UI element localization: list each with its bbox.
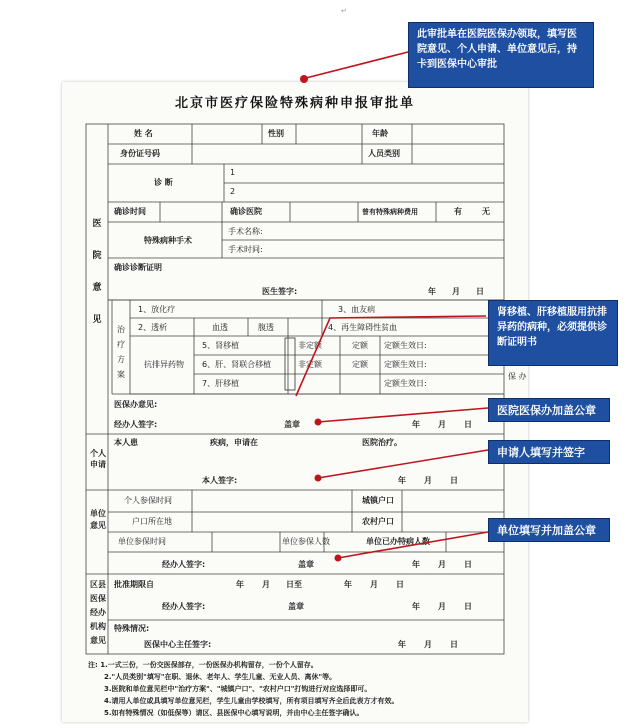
district-date-month: 月: [438, 602, 446, 611]
quota-2: 定额: [352, 360, 368, 369]
date-year: 年: [428, 287, 436, 296]
callout-unit-seal: 单位填写并加盖公章: [488, 518, 610, 542]
personal-date-month: 月: [424, 476, 432, 485]
quota-start-2: 定额生效日:: [384, 360, 427, 369]
callout-instructions: 此审批单在医院医保办领取，填写医院意见、个人申请、单位意见后，持卡到医保中心审批: [408, 22, 594, 88]
side-label-hospital: 医 院 意 见: [92, 219, 102, 325]
item-liver: 7、肝移植: [202, 379, 240, 388]
period-year-2: 年: [344, 580, 352, 589]
surgery-name-label: 手术名称:: [228, 227, 263, 236]
name-label: 姓 名: [134, 129, 153, 138]
quota-1: 定额: [352, 341, 368, 350]
side-label-personal: 个人申请: [90, 449, 106, 469]
callout-hospital-seal: 医院医保办加盖公章: [488, 398, 610, 422]
item-hemophilia: 3、血友病: [338, 305, 376, 314]
note-2: 2."人员类别"填写"在职、退休、老年人、学生儿童、无业人员、离休"等。: [104, 673, 337, 681]
age-label: 年龄: [372, 129, 388, 138]
hosp-date-year: 年: [412, 420, 420, 429]
period-to: 日至: [286, 580, 302, 589]
unit-date-month: 月: [438, 560, 446, 569]
urban-hukou-label: 城镇户口: [362, 496, 394, 505]
district-seal-label: 盖章: [288, 602, 304, 611]
district-date-year: 年: [412, 602, 420, 611]
residence-label: 户口所在地: [132, 517, 172, 526]
side-label-district: 区县 医保 经办 机构 意见: [90, 580, 106, 645]
diagnosis-label: 诊 断: [154, 178, 173, 187]
hosp-date-day: 日: [464, 420, 472, 429]
director-date-day: 日: [450, 640, 458, 649]
district-handler-sign-label: 经办人签字:: [162, 602, 206, 611]
surgery-time-label: 手术时间:: [228, 245, 263, 254]
date-day: 日: [476, 287, 484, 296]
diagnosis-time-label: 确诊时间: [114, 207, 146, 216]
item-liver-kidney: 6、肝、肾联合移植: [202, 360, 272, 369]
personal-sign-label: 本人签字:: [202, 476, 238, 485]
hosp-seal-label: 盖章: [284, 420, 300, 429]
item-peritoneal: 腹透: [258, 323, 274, 332]
unit-handler-sign-label: 经办人签字:: [162, 560, 206, 569]
personal-treat: 医院治疗。: [362, 438, 402, 447]
personal-disease: 疾病，申请在: [210, 438, 258, 447]
unit-special-count-label: 单位已办特病人数: [366, 537, 430, 546]
id-number-label: 身份证号码: [120, 149, 160, 158]
hosp-date-month: 月: [438, 420, 446, 429]
director-date-year: 年: [398, 640, 406, 649]
non-quota-2: 非定额: [298, 360, 322, 369]
option-yes: 有: [454, 207, 462, 216]
period-day-2: 日: [396, 580, 404, 589]
non-quota-1: 非定额: [298, 341, 322, 350]
date-month: 月: [452, 287, 460, 296]
item-dialysis: 2、透析: [138, 323, 168, 332]
insurance-office-opinion-label: 医保办意见:: [114, 400, 158, 409]
personal-line-1: 本人患: [114, 438, 138, 447]
note-3: 3.医院和单位意见栏中"治疗方案"、"城镇户口"、"农村户口"打钩进行对应选择即可。: [104, 685, 372, 693]
rural-hukou-label: 农村户口: [362, 517, 394, 526]
quota-start-1: 定额生效日:: [384, 341, 427, 350]
note-1: 注: 1.一式三份，一份交医保部存，一份医保办机构留存，一份个人留存。: [88, 661, 318, 669]
right-side-label: 保 办: [508, 372, 527, 381]
special-cost-history-label: 曾有特殊病种费用: [362, 208, 418, 216]
gender-label: 性别: [268, 129, 284, 138]
surgery-label: 特殊病种手术: [144, 236, 192, 245]
unit-date-year: 年: [412, 560, 420, 569]
unit-count-label: 单位参保人数: [282, 537, 330, 546]
person-category-label: 人员类别: [368, 149, 400, 158]
item-hemodialysis: 血透: [212, 323, 228, 332]
anti-rejection-label: 抗排异药物: [144, 360, 184, 369]
diagnosis-line-2: 2: [230, 187, 236, 196]
note-4: 4.请用人单位或具填写单位意见栏，学生儿童由学校填写，所有项目填写齐全后此表方才有效。: [104, 697, 399, 705]
diagnosis-line-1: 1: [230, 168, 236, 177]
option-no: 无: [482, 207, 490, 216]
diagnosis-hospital-label: 确诊医院: [230, 207, 262, 216]
personal-date-day: 日: [450, 476, 458, 485]
callout-applicant-sign: 申请人填写并签字: [488, 440, 610, 464]
period-month-1: 月: [262, 580, 270, 589]
personal-insured-time-label: 个人参保时间: [124, 496, 172, 505]
unit-seal-label: 盖章: [298, 560, 314, 569]
quota-start-3: 定额生效日:: [384, 379, 427, 388]
unit-date-day: 日: [464, 560, 472, 569]
unit-insured-time-label: 单位参保时间: [118, 537, 166, 546]
period-month-2: 月: [370, 580, 378, 589]
item-chemo: 1、放化疗: [138, 305, 176, 314]
item-anemia: 4、再生障碍性贫血: [328, 323, 398, 332]
doctor-sign-label: 医生签字:: [262, 287, 298, 296]
callout-transplant: 肾移植、肝移植服用抗排异药的病种，必须提供诊断证明书: [488, 300, 618, 366]
special-situation-label: 特殊情况:: [114, 624, 150, 633]
district-date-day: 日: [464, 602, 472, 611]
note-5: 5.如有特殊情况（如低保等）请区、县医保中心填写说明，并由中心主任签字确认。: [104, 709, 364, 717]
side-label-unit: 单位 意见: [90, 509, 106, 530]
treatment-plan-label: 治 疗 方 案: [117, 325, 125, 379]
personal-date-year: 年: [398, 476, 406, 485]
form-title: 北京市医疗保险特殊病种申报审批单: [174, 96, 415, 111]
hosp-handler-sign-label: 经办人签字:: [114, 420, 158, 429]
item-kidney: 5、肾移植: [202, 341, 240, 350]
period-year-1: 年: [236, 580, 244, 589]
diagnosis-proof-label: 确诊诊断证明: [114, 263, 162, 272]
paragraph-mark: ↵: [341, 7, 347, 15]
approval-period-label: 批准期限自: [114, 580, 154, 589]
director-sign-label: 医保中心主任签字:: [144, 640, 212, 649]
director-date-month: 月: [424, 640, 432, 649]
